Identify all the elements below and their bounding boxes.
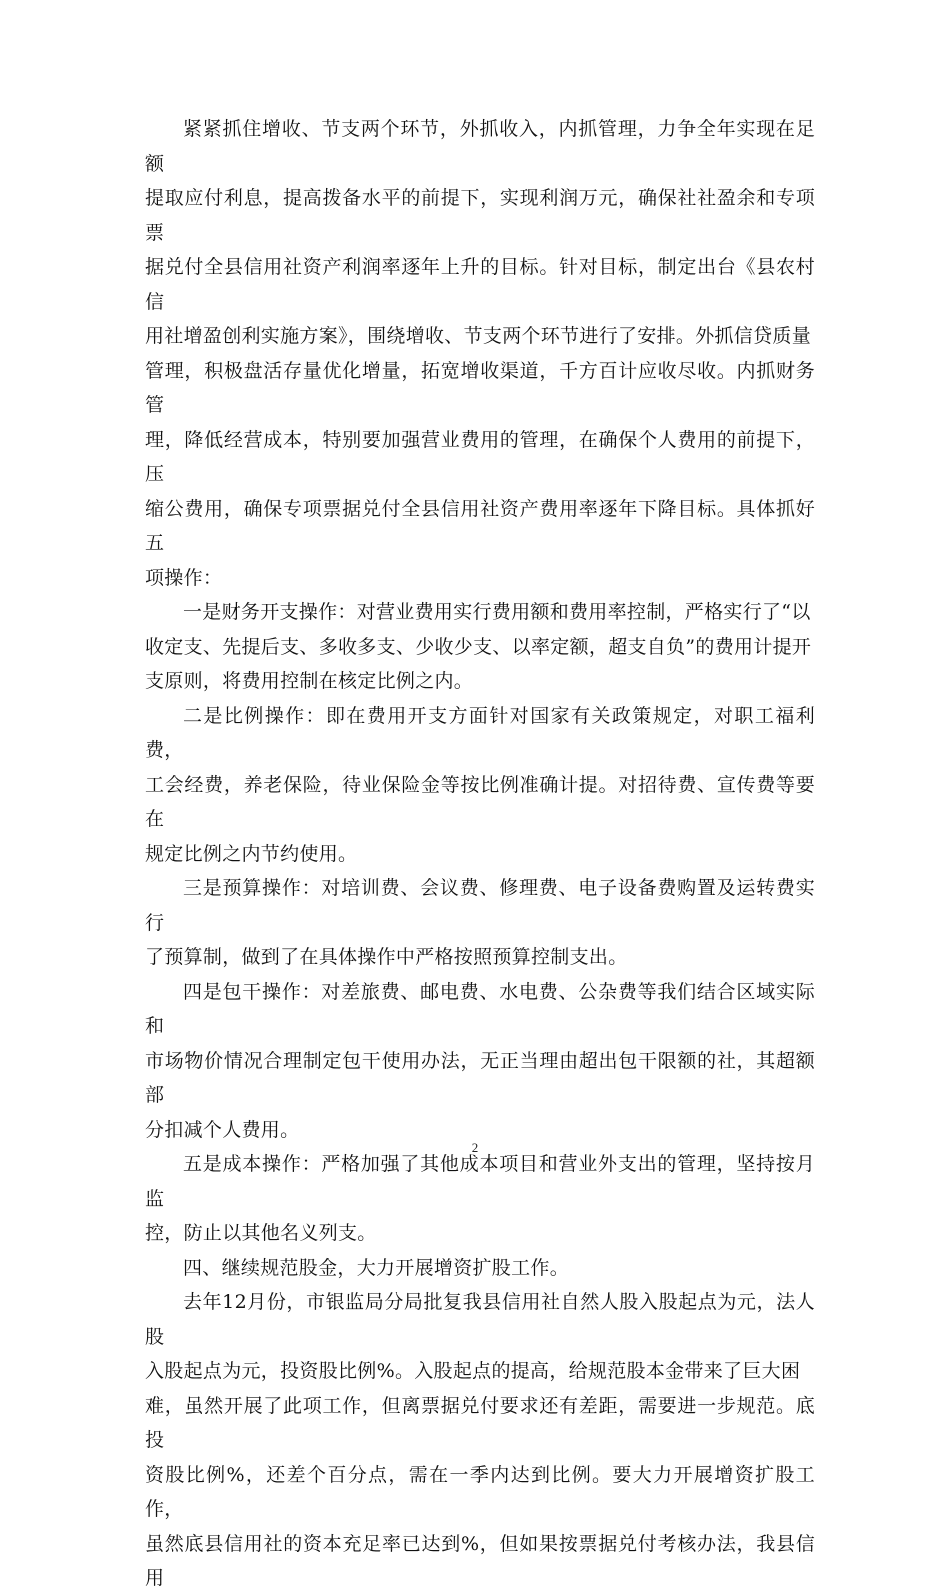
paragraph-profit-goal: 紧紧抓住增收、节支两个环节，外抓收入，内抓管理，力争全年实现在足额 提取应付利息，提高拨备水平的前提下，实现利润万元，确保社社盈余和专项票 据兑付全县信用社资产利润率逐年上升的目标。针对目标，制定出台《县农村信 用社增盈创利实施方案》，围绕增收、节支两个环节进行了安排。外抓信贷质量 管理，积极盘活存量优化增量，拓宽增收渠道，千方百计应收尽收。内抓财务管 理，降低经营成本，特别要加强营业费用的管理，在确保个人费用的前提下，压 缩公费用，确保专项票据兑付全县信用社资产费用率逐年下降目标。具体抓好五 项操作： [145,118,815,589]
paragraph-expense-operation: 一是财务开支操作：对营业费用实行费用额和费用率控制，严格实行了“以 收定支、先提后支、多收多支、少收少支、以率定额，超支自负”的费用计提开 支原则，将费用控制在核定比例之内。 [145,601,812,692]
document-body [145,112,815,1596]
section-heading-share-capital: 四、继续规范股金，大力开展增资扩股工作。 [183,1256,570,1279]
paragraph-budget-operation: 三是预算操作：对培训费、会议费、修理费、电子设备费购置及运转费实行 了预算制，做到了在具体操作中严格按照预算控制支出。 [145,877,815,968]
page-number: 2 [471,1140,479,1155]
paragraph-cost-operation: 五是成本操作：严格加强了其他成本项目和营业外支出的管理，坚持按月监 控，防止以其他名义列支。 [145,1153,815,1244]
paragraph-share-capital: 去年12月份，市银监局分局批复我县信用社自然人股入股起点为元，法人股 入股起点为元，投资股比例%。入股起点的提高，给规范股本金带来了巨大困 难，虽然开展了此项工作，但离票据兑付要求还有差距，需要进一步规范。底投 资股比例%，还差个百分点，需在一季内达到比例。要大力开展增资扩股工作， 虽然底县信用社的资本充足率已达到%，但如果按票据兑付考核办法，我县信用 [145,1291,815,1589]
paragraph-contract-operation: 四是包干操作：对差旅费、邮电费、水电费、公杂费等我们结合区域实际和 市场物价情况合理制定包干使用办法，无正当理由超出包干限额的社，其超额部 分扣减个人费用。 [145,980,815,1141]
paragraph-ratio-operation: 二是比例操作：即在费用开支方面针对国家有关政策规定，对职工福利费， 工会经费，养老保险，待业保险金等按比例准确计提。对招待费、宣传费等要在 规定比例之内节约使用。 [145,704,815,865]
